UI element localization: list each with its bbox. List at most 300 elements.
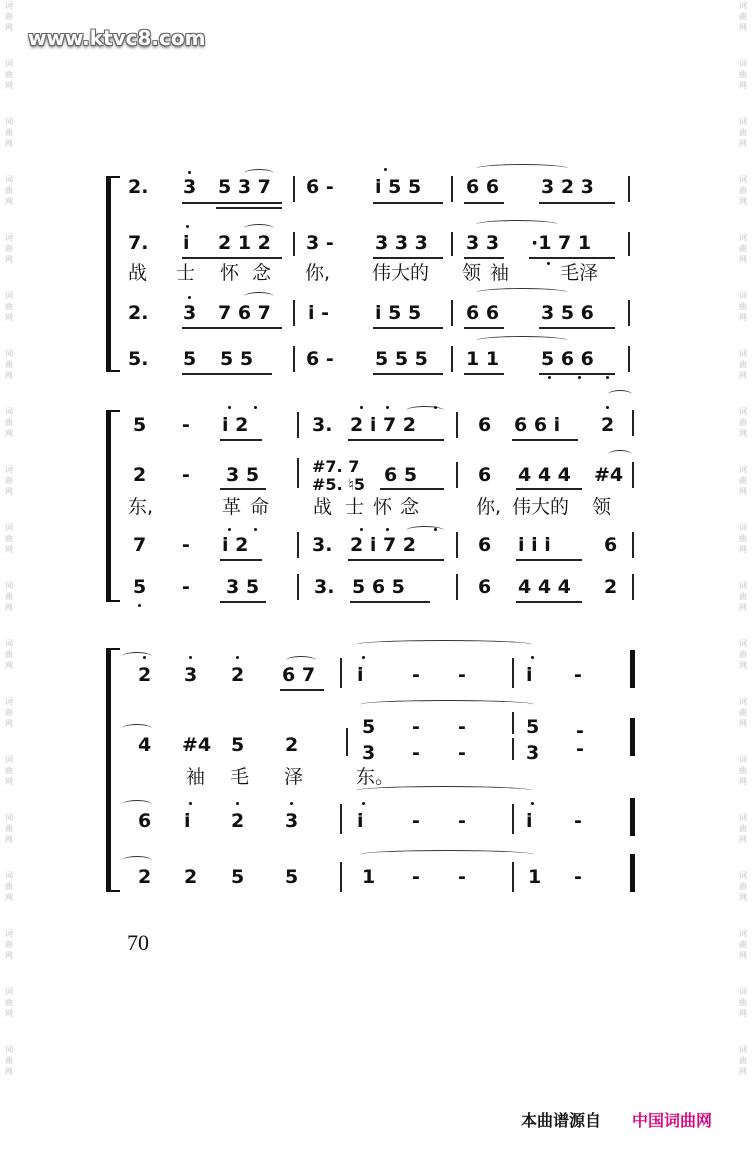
beat-underline [516,559,582,561]
note: 2 1 2 [218,232,271,254]
note: 5 [133,414,147,436]
watermark-char: 词 [5,523,13,532]
watermark-char: 曲 [739,940,747,949]
note: 3 - [306,232,334,254]
note: 3 [183,302,197,324]
note: 5 [133,576,147,598]
lyric-char: 念 [400,496,420,518]
watermark-gap [736,729,750,754]
watermark-gap [2,323,16,348]
watermark-char: 词 [5,465,13,474]
footer-site-link[interactable]: 中国词曲网 [632,1111,713,1130]
watermark-char: 网 [739,23,747,32]
barline [451,346,453,372]
octave-dot [138,604,141,607]
system-bracket [106,176,117,372]
slur [122,856,152,865]
beat-underline [280,689,324,691]
watermark-char: 网 [5,603,13,612]
octave-dot [362,656,365,659]
beat-underline [220,488,266,490]
watermark-char: 曲 [5,186,13,195]
barline [632,574,634,600]
note: 2 [184,866,198,888]
watermark-gap [736,207,750,232]
watermark-char: 网 [5,429,13,438]
beat-underline [464,327,504,329]
watermark-char: 网 [5,1067,13,1076]
watermark-char: 词 [5,407,13,416]
slur [360,850,534,859]
watermark-char: 曲 [5,360,13,369]
watermark-char: 曲 [5,1056,13,1065]
watermark-char: 词 [5,755,13,764]
note: 5 [526,716,540,738]
note: 6 6 [466,302,500,324]
watermark-char: 曲 [739,476,747,485]
lyric-char: 袖 [490,262,510,284]
note: i 2 [222,414,249,436]
barline [297,532,299,558]
watermark-char: 词 [739,59,747,68]
octave-dot [189,802,192,805]
barline [632,462,634,488]
watermark-gap [736,323,750,348]
chord-lower: #5. ♮5 [312,475,366,494]
watermark-gap [736,381,750,406]
note: - [412,810,420,832]
note: 5 5 [220,348,254,370]
watermark-char: 曲 [739,1056,747,1065]
note: i [526,664,533,686]
octave-dot [290,802,293,805]
watermark-gap [736,439,750,464]
watermark-char: 网 [5,487,13,496]
note: - [458,716,466,738]
lyric-char: 命 [250,496,270,518]
beat-underline [512,439,578,441]
beat-underline [220,439,262,441]
watermark-gap [736,265,750,290]
watermark-char: 词 [739,233,747,242]
barline [628,176,630,202]
note: - [574,866,582,888]
watermark-char: 网 [739,661,747,670]
beat-underline [216,207,282,209]
note: 2 [231,664,245,686]
watermark-char: 网 [5,545,13,554]
octave-dot [236,802,239,805]
watermark-char: 曲 [5,244,13,253]
end-barline [630,650,635,688]
watermark-char: 网 [739,81,747,90]
note: 7 6 7 [218,302,271,324]
note: 4 4 4 [518,576,571,598]
beat-underline [350,601,430,603]
watermark-char: 曲 [739,592,747,601]
watermark-char: 网 [739,313,747,322]
slur [286,656,316,665]
note: 3 2 3 [541,176,594,198]
system-bracket [106,410,117,602]
watermark-gap [736,845,750,870]
watermark-gap [736,497,750,522]
note: #4 [182,734,212,756]
note: 4 [138,734,152,756]
slur [122,800,152,809]
slur [476,336,568,345]
beat-underline [182,327,282,329]
beat-underline [539,202,615,204]
side-watermark-left [2,0,16,1156]
watermark-char: 曲 [739,302,747,311]
watermark-char: 词 [739,929,747,938]
slur [356,640,532,649]
watermark-char: 网 [5,835,13,844]
octave-dot [143,656,146,659]
watermark-char: 词 [739,117,747,126]
note: 3. [312,534,333,556]
note: 3 [183,176,197,198]
beat-underline [182,373,272,375]
watermark-char: 曲 [739,418,747,427]
beat-underline [182,257,282,259]
note: 3 5 6 [541,302,594,324]
watermark-gap [2,555,16,580]
note: - [574,664,582,686]
watermark-char: 词 [739,349,747,358]
note: 5 [362,716,376,738]
watermark-char: 词 [739,291,747,300]
note: i [357,810,364,832]
chord-upper: #7. 7 [312,457,360,476]
note: 6 [604,534,618,556]
watermark-char: 网 [5,893,13,902]
beat-underline [464,202,504,204]
note: 2 i 7 2 [350,534,417,556]
note: 6 - [306,348,334,370]
note: - [182,576,190,598]
watermark-char: 曲 [739,12,747,21]
watermark-char: 网 [739,603,747,612]
octave-dot [606,376,609,379]
watermark-gap [2,1077,16,1102]
watermark-char: 词 [5,813,13,822]
lyric-char: 念 [252,262,272,284]
barline [451,300,453,326]
barline [512,738,514,760]
watermark-char: 曲 [5,128,13,137]
watermark-char: 词 [739,465,747,474]
watermark-char: 曲 [5,998,13,1007]
lyric-char: 士 [345,496,365,518]
watermark-gap [736,1077,750,1102]
watermark-gap [2,439,16,464]
watermark-char: 网 [739,777,747,786]
barline [293,176,295,202]
page-number: 70 [127,930,149,955]
note: i [357,664,364,686]
watermark-gap [2,265,16,290]
slur [476,288,568,297]
lyric-char: 袖 [186,766,206,788]
octave-dot [547,262,550,265]
watermark-char: 词 [739,1045,747,1054]
octave-dot [578,376,581,379]
watermark-char: 词 [5,175,13,184]
octave-dot [228,528,231,531]
lyric-char: 怀 [373,496,393,518]
beat-underline [373,257,443,259]
watermark-char: 曲 [5,882,13,891]
watermark-char: 曲 [5,940,13,949]
octave-dot [386,528,389,531]
barline [340,804,342,834]
note: - [412,664,420,686]
note: 6 6 i [514,414,561,436]
note: #4 [594,464,624,486]
beat-underline [348,559,444,561]
watermark-char: 网 [739,719,747,728]
lyric-char: 领 [462,262,482,284]
note: 3. [314,576,335,598]
note: i [184,810,191,832]
lyric-char: 你, [476,496,502,518]
note: - [182,534,190,556]
watermark-gap [2,729,16,754]
watermark-char: 词 [739,755,747,764]
note: 3 3 3 [375,232,428,254]
watermark-char: 词 [739,581,747,590]
note: 3 [285,810,299,832]
note: 1 [362,866,376,888]
watermark-char: 词 [739,987,747,996]
watermark-gap [736,613,750,638]
note: 3 [184,664,198,686]
beat-underline [516,488,582,490]
watermark-char: 网 [739,545,747,554]
barline [451,232,453,256]
slur [608,450,632,459]
note: 2 i 7 2 [350,414,417,436]
slur [244,224,274,233]
watermark-char: 网 [5,951,13,960]
barline [512,712,514,734]
note: 6 [478,534,492,556]
watermark-char: 网 [5,371,13,380]
watermark-char: 曲 [5,534,13,543]
watermark-gap [2,961,16,986]
barline [340,862,342,892]
watermark-char: 曲 [739,998,747,1007]
note: - [458,664,466,686]
watermark-char: 曲 [5,476,13,485]
note: 3 [362,742,376,764]
watermark-gap [2,33,16,58]
octave-dot [360,528,363,531]
watermark-char: 曲 [5,302,13,311]
watermark-char: 词 [5,1,13,10]
note: - [458,810,466,832]
lyric-char: 怀 [220,262,240,284]
note: 2. [128,302,149,324]
beat-underline [464,257,504,259]
lyric-char: 领 [592,496,612,518]
note: i i i [518,534,551,556]
note: 6 - [306,176,334,198]
watermark-char: 曲 [5,70,13,79]
watermark-char: 网 [739,1009,747,1018]
watermark-char: 网 [5,255,13,264]
watermark-char: 曲 [739,824,747,833]
beat-underline [529,257,615,259]
watermark-char: 曲 [739,70,747,79]
lyric-char: 伟大的 [512,496,570,518]
octave-dot [236,656,239,659]
barline [451,176,453,202]
lyric-char: 伟大的 [372,262,430,284]
watermark-gap [2,497,16,522]
watermark-char: 网 [739,951,747,960]
watermark-char: 曲 [5,650,13,659]
watermark-char: 词 [5,1045,13,1054]
lyric-char: 毛泽 [560,262,599,284]
watermark-gap [2,845,16,870]
note: 5 6 6 [541,348,594,370]
note: - [412,742,420,764]
barline [628,300,630,326]
note: 7. [128,232,149,254]
note: 3 5 [226,464,260,486]
note: 6 5 [384,464,418,486]
barline [512,862,514,892]
octave-dot [531,802,534,805]
watermark-char: 曲 [5,708,13,717]
note: 3 5 [226,576,260,598]
octave-dot [386,406,389,409]
barline [456,412,458,438]
lyric-char: 战 [313,496,333,518]
slur [360,700,534,709]
barline [512,658,514,688]
watermark-gap [2,787,16,812]
note: 3. [312,414,333,436]
watermark-char: 网 [5,139,13,148]
watermark-char: 曲 [739,128,747,137]
note: 2 [138,866,152,888]
beat-underline [373,373,443,375]
note: i 5 5 [375,176,422,198]
lyric-char: 东。 [356,766,395,788]
octave-dot [189,656,192,659]
watermark-gap [736,33,750,58]
barline [632,532,634,558]
watermark-gap [736,149,750,174]
barline [456,532,458,558]
watermark-char: 词 [5,929,13,938]
watermark-char: 网 [739,255,747,264]
lyric-char: 你, [305,262,331,284]
end-barline [630,718,635,756]
watermark-char: 曲 [739,766,747,775]
barline [293,232,295,256]
note: - [458,866,466,888]
system-bracket [106,648,117,892]
note: - [182,464,190,486]
watermark-char: 网 [5,661,13,670]
side-watermark-right [736,0,750,1156]
note: 2 [285,734,299,756]
watermark-char: 网 [5,719,13,728]
beat-underline [220,601,266,603]
note: 2 [601,414,615,436]
watermark-gap [2,381,16,406]
note: 5 [285,866,299,888]
octave-dot [228,406,231,409]
note: 2 [138,664,152,686]
barline [293,300,295,326]
watermark-char: 词 [5,349,13,358]
note: 2 [133,464,147,486]
watermark-gap [2,149,16,174]
watermark-char: 词 [739,175,747,184]
watermark-char: 网 [5,23,13,32]
watermark-char: 曲 [5,12,13,21]
beat-underline [539,373,615,375]
note: i [183,232,190,254]
watermark-gap [736,671,750,696]
note: 7 [133,534,147,556]
note: 2 [231,810,245,832]
beat-underline [464,373,504,375]
octave-dot [188,171,191,174]
note: 5 [231,866,245,888]
slur [406,526,444,535]
barline [456,574,458,600]
watermark-char: 网 [5,197,13,206]
end-barline [630,854,635,892]
octave-dot [434,406,437,409]
barline [512,804,514,834]
octave-dot [186,225,189,228]
watermark-char: 网 [5,313,13,322]
watermark-char: 网 [739,835,747,844]
slur [608,390,632,399]
slur [406,406,444,415]
note: 6 [478,414,492,436]
watermark-char: 曲 [739,244,747,253]
watermark-char: 词 [739,639,747,648]
beat-underline [373,202,443,204]
note: 6 [138,810,152,832]
watermark-char: 词 [5,697,13,706]
note: i 2 [222,534,249,556]
slur [122,724,152,733]
watermark-gap [2,613,16,638]
barline [297,574,299,600]
lyric-char: 泽 [284,766,304,788]
watermark-gap [2,903,16,928]
octave-dot [384,168,387,171]
beat-underline [373,327,443,329]
end-barline [630,798,635,836]
watermark-char: 曲 [5,824,13,833]
watermark-char: 曲 [5,766,13,775]
watermark-char: 词 [5,117,13,126]
watermark-char: 网 [739,429,747,438]
beat-underline [380,488,444,490]
watermark-char: 曲 [739,650,747,659]
